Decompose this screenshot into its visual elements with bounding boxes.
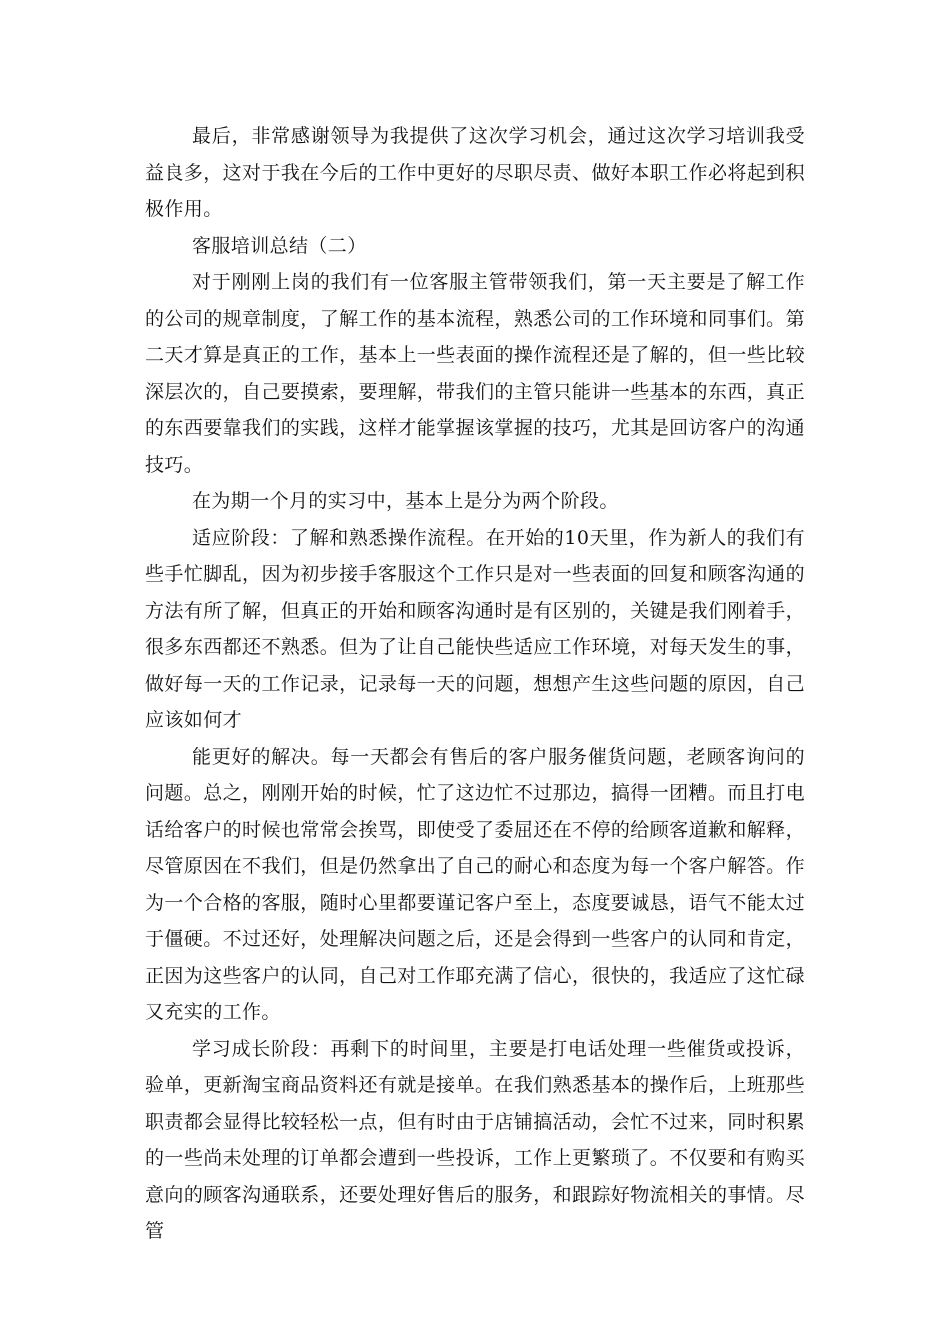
paragraph-adaptation-continued: 能更好的解决。每一天都会有售后的客户服务催货问题，老顾客询问的问题。总之，刚刚开始的时候，忙了这边忙不过那边，搞得一团糟。而且打电话给客户的时候也常常会挨骂，即使受了委屈还在不停的给顾客道歉和解释，尽管原因在不我们，但是仍然拿出了自己的耐心和态度为每一个客户解答。作为一个合格的客服，随时心里都要谨记客户至上，态度要诚恳，语气不能太过于僵硬。不过还好，处理解决问题之后，还是会得到一些客户的认同和肯定，正因为这些客户的认同，自己对工作耶充满了信心，很快的，我适应了这忙碌又充实的工作。 <box>145 745 805 1023</box>
paragraph-intro: 对于刚刚上岗的我们有一位客服主管带领我们，第一天主要是了解工作的公司的规章制度，了解工作的基本流程，熟悉公司的工作环境和同事们。第二天才算是真正的工作，基本上一些表面的操作流程还是了解的，但一些比较深层次的，自己要摸索，要理解，带我们的主管只能讲一些基本的东西，真正的东西要靠我们的实践，这样才能掌握该掌握的技巧，尤其是回访客户的沟通技巧。 <box>145 271 805 476</box>
paragraph-adaptation-stage: 适应阶段：了解和熟悉操作流程。在开始的10天里，作为新人的我们有些手忙脚乱，因为初步接手客服这个工作只是对一些表面的回复和顾客沟通的方法有所了解，但真正的开始和顾客沟通时是有区别的，关键是我们刚着手，很多东西都还不熟悉。但为了让自己能快些适应工作环境，对每天发生的事，做好每一天的工作记录，记录每一天的问题，想想产生这些问题的原因，自己应该如何才 <box>145 526 805 731</box>
paragraph-closing: 最后，非常感谢领导为我提供了这次学习机会，通过这次学习培训我受益良多，这对于我在今后的工作中更好的尽职尽责、做好本职工作必将起到积极作用。 <box>145 125 805 220</box>
document-body <box>145 118 805 1250</box>
paragraph-stages: 在为期一个月的实习中，基本上是分为两个阶段。 <box>192 490 619 512</box>
paragraph-growth-stage: 学习成长阶段：再剩下的时间里，主要是打电话处理一些催货或投诉，验单，更新淘宝商品资料还有就是接单。在我们熟悉基本的操作后，上班那些职责都会显得比较轻松一点，但有时由于店铺搞活动，会忙不过来，同时积累的一些尚未处理的订单都会遭到一些投诉，工作上更繁琐了。不仅要和有购买意向的顾客沟通联系，还要处理好售后的服务，和跟踪好物流相关的事情。尽管 <box>145 1037 805 1242</box>
section-heading: 客服培训总结（二） <box>192 234 367 257</box>
